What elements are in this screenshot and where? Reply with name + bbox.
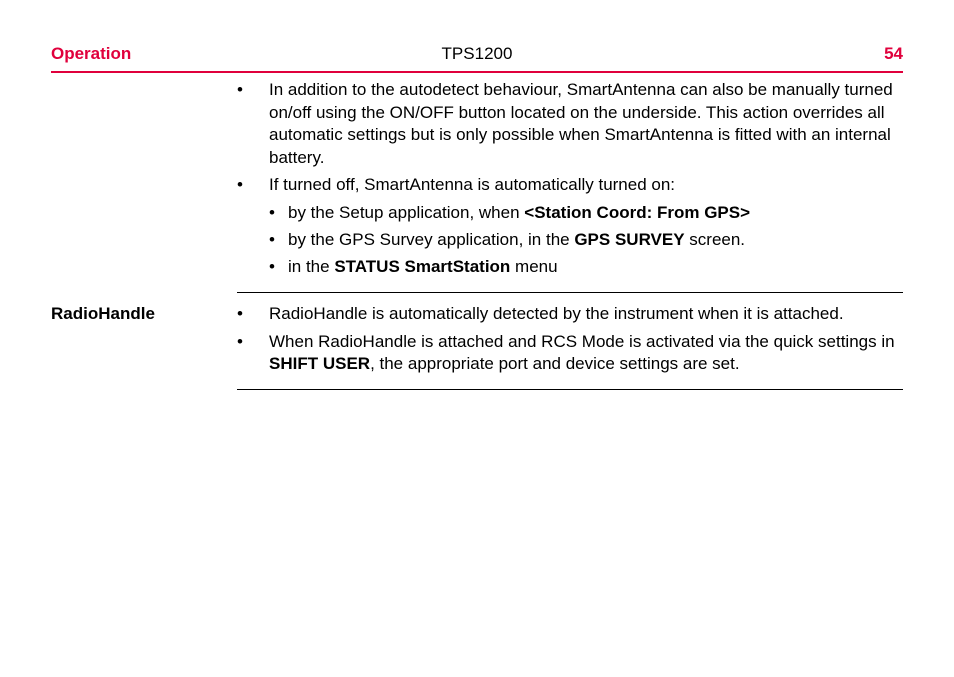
section-divider xyxy=(237,292,903,293)
header-rule xyxy=(51,71,903,73)
bullet-icon: • xyxy=(237,175,243,194)
bullet-icon: • xyxy=(269,202,275,222)
sub-item-text: by the Setup application, when xyxy=(288,202,525,222)
radiohandle-body xyxy=(237,303,903,381)
bullet-icon: • xyxy=(237,304,243,323)
section-divider xyxy=(237,389,903,390)
sub-list-item xyxy=(237,202,903,225)
smartantenna-body xyxy=(237,79,903,283)
sub-item-text: in the xyxy=(288,256,335,276)
list-item xyxy=(237,174,903,197)
bullet-icon: • xyxy=(237,80,243,99)
bullet-icon: • xyxy=(237,331,243,351)
bullet-text-end: , the appropriate port and device settings are set. xyxy=(370,354,740,373)
list-item xyxy=(237,331,903,376)
page-number: 54 xyxy=(884,44,903,63)
sub-list-item xyxy=(237,229,903,252)
bullet-icon: • xyxy=(269,256,275,276)
document-title: TPS1200 xyxy=(441,44,513,63)
radiohandle-label: RadioHandle xyxy=(51,304,155,323)
sub-item-emphasis: GPS SURVEY xyxy=(574,229,685,249)
page-header xyxy=(51,44,903,68)
bullet-text: When RadioHandle is attached and RCS Mode is activated via the quick settings in xyxy=(269,331,895,351)
sub-item-text: by the GPS Survey application, in the xyxy=(288,229,575,249)
bullet-icon: • xyxy=(269,229,275,249)
bullet-text: In addition to the autodetect behaviour, SmartAntenna can also be manually turned on/off using the ON/OFF button located on the underside. This action overrides all automatic settings but is only possible when SmartAntenna is fitted with an internal battery. xyxy=(269,80,893,167)
bullet-text: If turned off, SmartAntenna is automatically turned on: xyxy=(269,175,676,194)
list-item xyxy=(237,79,903,169)
sub-item-text-end: menu xyxy=(510,256,558,276)
section-title: Operation xyxy=(51,44,132,63)
sub-item-emphasis: STATUS SmartStation xyxy=(334,256,511,276)
bullet-text: RadioHandle is automatically detected by the instrument when it is attached. xyxy=(269,304,844,323)
sub-item-emphasis: <Station Coord: From GPS> xyxy=(524,202,751,222)
sub-item-text-end: screen. xyxy=(684,229,746,249)
bullet-emphasis: SHIFT USER xyxy=(269,354,371,373)
list-item xyxy=(237,303,903,326)
sub-list-item xyxy=(237,256,903,279)
